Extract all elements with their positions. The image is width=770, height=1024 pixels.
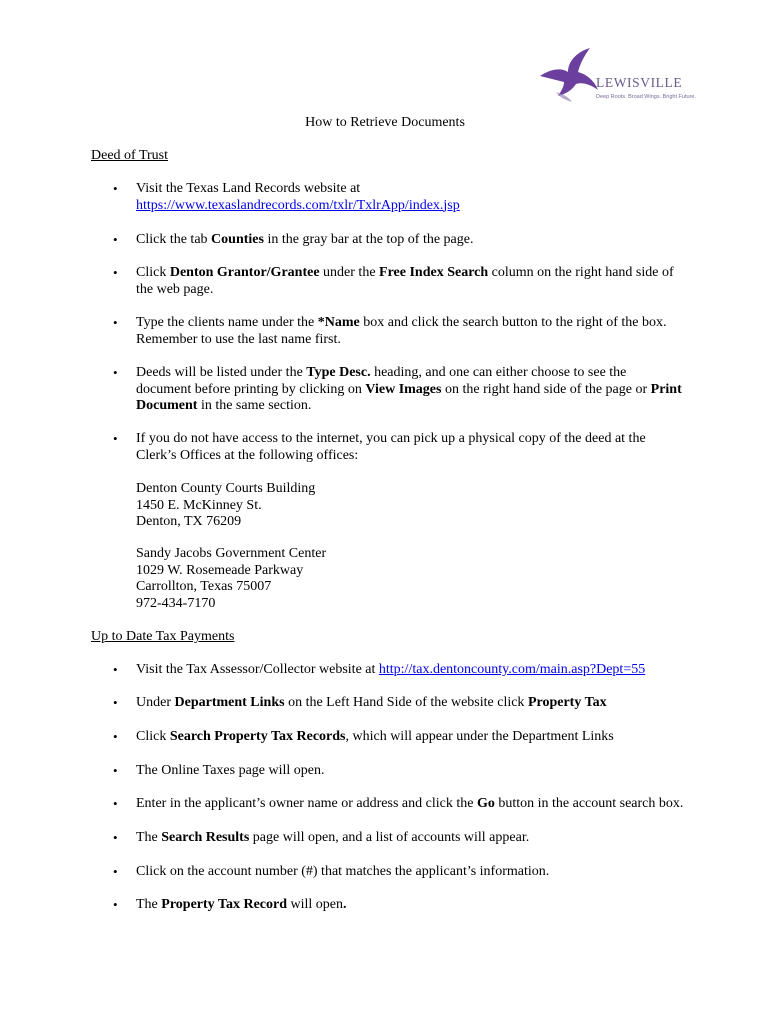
item-text: will open [287,897,343,912]
bullet-marker: • [113,431,118,446]
list-item [136,864,696,881]
bullet-marker: • [113,796,118,811]
item-text: page will open, and a list of accounts will appear. [249,830,530,845]
address-line: Sandy Jacobs Government Center [136,546,327,561]
list-item [136,431,696,464]
section-heading-deed-of-trust: Deed of Trust [91,148,169,163]
list-item [136,181,696,214]
list-item [136,365,696,415]
item-bold-text: Go [476,796,495,811]
item-text: The Online Taxes page will open. [136,763,325,778]
list-item [136,830,696,847]
item-text: Click [136,729,170,744]
office-address-carrollton [136,546,696,612]
item-text: box and click the search button to the right of the box. [359,315,667,330]
bullet-marker: • [113,232,118,247]
item-bold-text: Search Property Tax Records [169,729,346,744]
item-text: Click [136,265,170,280]
address-line: Denton County Courts Building [136,481,316,496]
item-text: Visit the Texas Land Records website at [136,181,361,196]
office-address-denton [136,481,696,531]
item-bold-text: . [343,897,347,912]
item-text: The [136,830,162,845]
list-item [136,662,696,679]
item-text: Click on the account number (#) that matches the applicant’s information. [136,864,550,879]
address-line: 1029 W. Rosemeade Parkway [136,562,304,578]
item-bold-text: Print [650,381,682,397]
bullet-marker: • [113,662,118,677]
item-bold-text: Document [136,398,198,414]
bullet-marker: • [113,830,118,845]
item-bold-text: Type Desc. [306,365,371,380]
lewisville-logo [538,44,696,110]
item-bold-text: *Name [317,315,360,330]
item-text: Type the clients name under the [136,315,318,330]
item-text: Visit the Tax Assessor/Collector website at [136,662,379,677]
tax-assessor-link[interactable]: http://tax.dentoncounty.com/main.asp?Dept=55 [378,662,646,677]
list-item [136,232,696,249]
item-text: in the gray bar at the top of the page. [263,232,474,247]
item-text: the web page. [136,281,214,297]
bullet-marker: • [113,695,118,710]
item-text: document before printing by clicking on [136,381,366,397]
bullet-marker: • [113,315,118,330]
item-bold-text: Denton Grantor/Grantee [169,265,320,280]
list-item [136,897,696,914]
bullet-marker: • [113,181,118,196]
item-text: Enter in the applicant’s owner name or address and click the [136,796,477,811]
item-text: on the Left Hand Side of the website click [284,695,528,710]
bullet-marker: • [113,864,118,879]
item-bold-text: View Images [365,381,442,397]
list-item [136,315,696,348]
swallow-bird-icon [538,46,600,104]
logo-name: LEWISVILLE [596,75,683,90]
list-item [136,695,696,712]
section-heading-tax-payments: Up to Date Tax Payments [91,629,235,644]
item-text: under the [319,265,380,280]
item-bold-text: Free Index Search [379,265,489,280]
list-item [136,763,696,780]
item-bold-text: Property Tax [527,695,607,710]
item-text: in the same section. [197,398,312,414]
item-text: Under [136,695,175,710]
item-text: Deeds will be listed under the [136,365,307,380]
item-bold-text: Counties [211,232,264,247]
item-text: on the right hand side of the page or [441,381,651,397]
item-text: The [136,897,162,912]
list-item [136,265,696,298]
bullet-marker: • [113,897,118,912]
address-line: Carrollton, Texas 75007 [136,579,272,595]
item-text: , which will appear under the Department Links [345,729,614,744]
address-line: 1450 E. McKinney St. [136,497,262,513]
bullet-marker: • [113,265,118,280]
item-text: If you do not have access to the internet, you can pick up a physical copy of the deed at the [136,431,646,446]
document-title: How to Retrieve Documents [305,115,465,130]
item-text: Clerk’s Offices at the following offices: [136,447,359,463]
bullet-marker: • [113,365,118,380]
logo-tagline: Deep Roots. Broad Wings. Bright Future. [596,94,696,100]
item-text: Remember to use the last name first. [136,331,341,347]
list-item [136,729,696,746]
texas-land-records-link[interactable]: https://www.texaslandrecords.com/txlr/TxlrApp/index.jsp [136,197,460,213]
bullet-marker: • [113,763,118,778]
item-bold-text: Property Tax Record [161,897,287,912]
item-bold-text: Department Links [174,695,285,710]
item-text: button in the account search box. [494,796,684,811]
item-bold-text: Search Results [161,830,250,845]
address-line: Denton, TX 76209 [136,514,242,530]
list-item [136,796,696,813]
item-text: column on the right hand side of [488,265,674,280]
bullet-marker: • [113,729,118,744]
phone-number: 972-434-7170 [136,595,216,611]
item-text: heading, and one can either choose to see the [370,365,627,380]
item-text: Click the tab [136,232,212,247]
